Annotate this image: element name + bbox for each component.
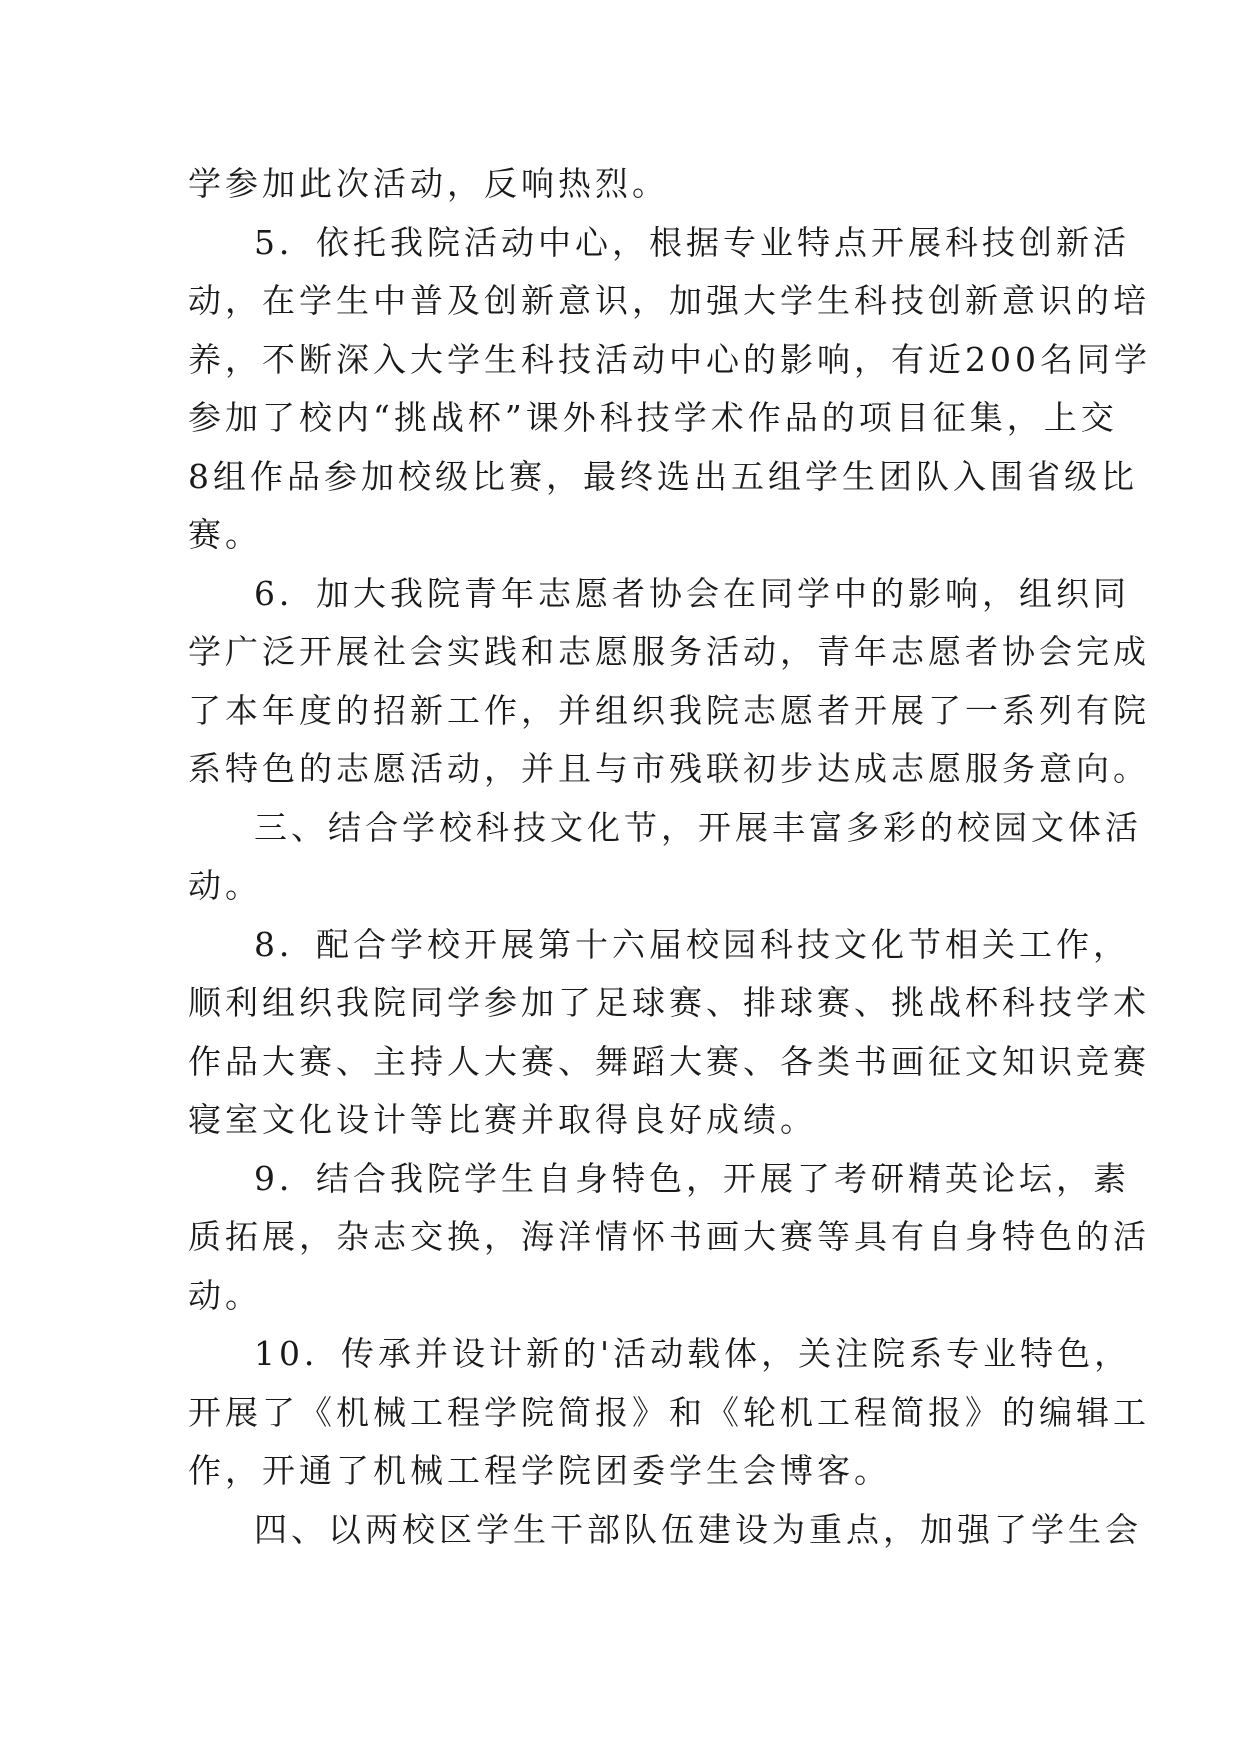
text-line-24: 四、以两校区学生干部队伍建设为重点，加强了学生会: [254, 1509, 1142, 1549]
text-line-12: 三、结合学校科技文化节，开展丰富多彩的校园文体活: [254, 807, 1142, 847]
text-line-4: 养，不断深入大学生科技活动中心的影响，有近200名同学: [188, 339, 1151, 379]
text-line-19: 质拓展，杂志交换，海洋情怀书画大赛等具有自身特色的活: [188, 1217, 1150, 1256]
text-line-17: 寝室文化设计等比赛并取得良好成绩。: [188, 1100, 817, 1139]
text-line-18: 9．结合我院学生自身特色，开展了考研精英论坛，素: [254, 1158, 1130, 1198]
text-line-10: 了本年度的招新工作，并组织我院志愿者开展了一系列有院: [188, 690, 1150, 730]
text-line-9: 学广泛开展社会实践和志愿服务活动，青年志愿者协会完成: [188, 632, 1150, 671]
text-line-6: 8组作品参加校级比赛，最终选出五组学生团队入围省级比: [188, 456, 1138, 496]
text-line-23: 作，开通了机械工程学院团委学生会博客。: [188, 1451, 891, 1490]
text-line-14: 8．配合学校开展第十六届校园科技文化节相关工作，: [254, 924, 1130, 964]
text-line-16: 作品大赛、主持人大赛、舞蹈大赛、各类书画征文知识竞赛: [188, 1041, 1150, 1081]
text-line-3: 动，在学生中普及创新意识，加强大学生科技创新意识的培: [188, 281, 1150, 320]
document-body: [188, 155, 1151, 1559]
text-line-1: 学参加此次活动，反响热烈。: [188, 164, 669, 203]
text-line-22: 开展了《机械工程学院简报》和《轮机工程简报》的编辑工: [188, 1392, 1150, 1432]
text-line-13: 动。: [188, 866, 262, 905]
text-line-8: 6．加大我院青年志愿者协会在同学中的影响，组织同: [254, 573, 1130, 613]
text-line-15: 顺利组织我院同学参加了足球赛、排球赛、挑战杯科技学术: [188, 983, 1150, 1022]
text-line-21: 10．传承并设计新的'活动载体，关注院系专业特色，: [254, 1334, 1132, 1373]
text-line-20: 动。: [188, 1275, 262, 1315]
text-line-7: 赛。: [188, 515, 262, 554]
text-line-11: 系特色的志愿活动，并且与市残联初步达成志愿服务意向。: [188, 749, 1150, 788]
text-line-2: 5．依托我院活动中心，根据专业特点开展科技创新活: [254, 222, 1130, 262]
text-line-5: 参加了校内“挑战杯”课外科技学术作品的项目征集，上交: [188, 398, 1118, 437]
